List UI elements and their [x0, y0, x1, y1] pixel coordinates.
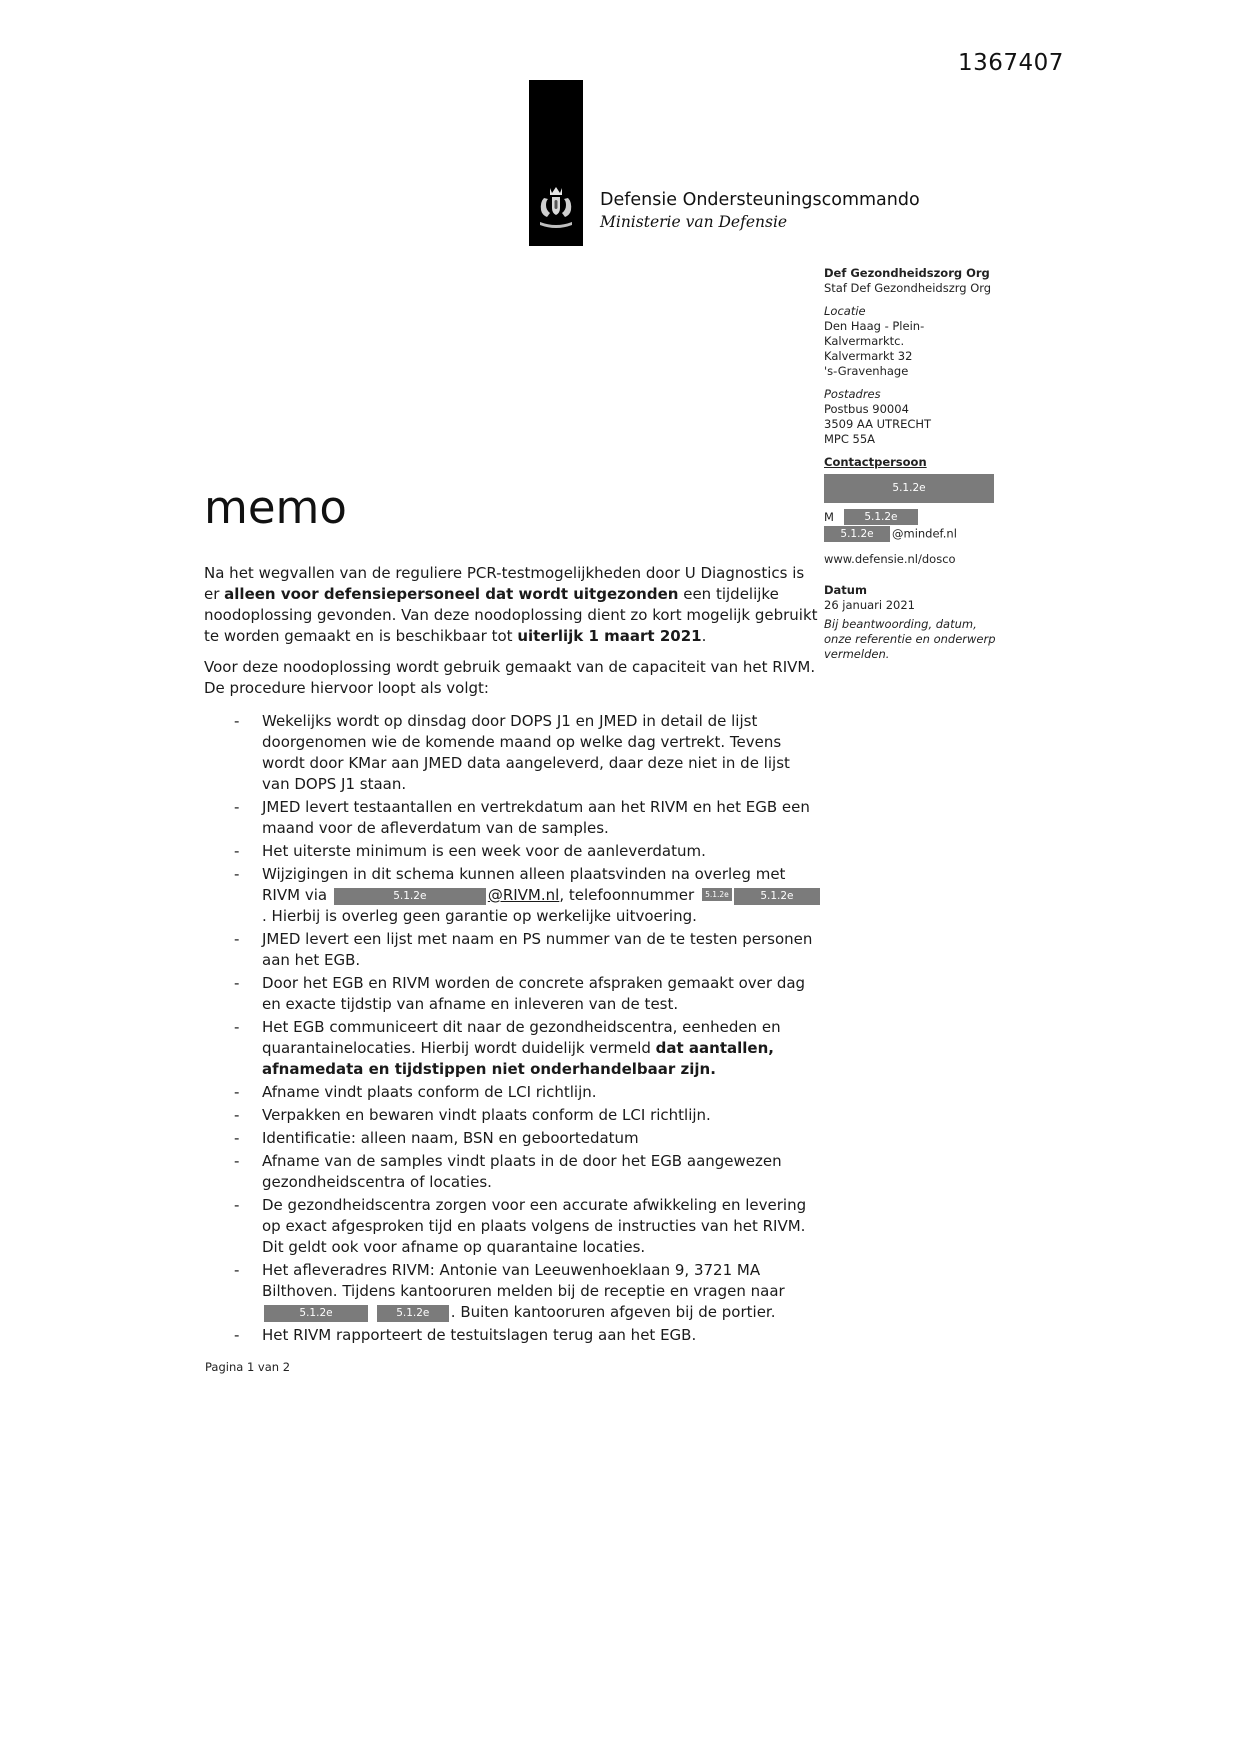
bullet-dash: -	[234, 1106, 240, 1124]
bullet-dash: -	[234, 1261, 240, 1279]
mobile-label: M	[824, 509, 834, 524]
email-suffix: @mindef.nl	[892, 526, 957, 541]
text-segment	[370, 1303, 375, 1321]
list-item	[234, 1195, 822, 1258]
bullet-dash: -	[234, 1196, 240, 1214]
list-item	[234, 1325, 822, 1346]
document-number: 1367407	[958, 50, 1064, 76]
redaction-box: 5.1.2e	[264, 1305, 368, 1322]
ministry-name: Ministerie van Defensie	[600, 213, 788, 231]
text-segment: een tijdelijke noodoplossing gevonden. Van deze noodoplossing dient zo kort mogelijk gebruikt te worden gemaakt en is beschikbaar tot	[204, 585, 818, 645]
redaction-box: 5.1.2e	[734, 888, 820, 905]
sidebar-org-name: Def Gezondheidszorg Org	[824, 266, 990, 280]
list-item	[234, 1105, 822, 1126]
text-segment: Wijzigingen in dit schema kunnen alleen plaatsvinden na overleg met RIVM via	[262, 865, 786, 904]
text-segment: Voor deze noodoplossing wordt gebruik gemaakt van de capaciteit van het RIVM. De procedure hiervoor loopt als volgt:	[204, 658, 816, 697]
list-item	[234, 1082, 822, 1103]
memo-body	[204, 483, 822, 1348]
bullet-text	[262, 1151, 822, 1193]
bullet-dash: -	[234, 1326, 240, 1344]
sidebar	[824, 266, 996, 670]
list-item	[234, 841, 822, 862]
postadres-line: MPC 55A	[824, 432, 876, 446]
bullet-text	[262, 1082, 822, 1103]
reply-note: Bij beantwoording, datum, onze referentie en onderwerp vermelden.	[824, 617, 996, 661]
sidebar-org-sub: Staf Def Gezondheidszrg Org	[824, 281, 992, 295]
text-segment: Het afleveradres RIVM: Antonie van Leeuwenhoeklaan 9, 3721 MA Bilthoven. Tijdens kantooruren melden bij de receptie en vragen naar	[262, 1261, 785, 1300]
bullet-text	[262, 841, 822, 862]
text-segment: JMED levert een lijst met naam en PS nummer van de te testen personen aan het EGB.	[262, 930, 813, 969]
bullet-text	[262, 797, 822, 839]
list-item	[234, 1151, 822, 1193]
list-item	[234, 973, 822, 1015]
datum-value: 26 januari 2021	[824, 598, 916, 612]
text-segment: Verpakken en bewaren vindt plaats conform de LCI richtlijn.	[262, 1106, 711, 1124]
bullet-dash: -	[234, 798, 240, 816]
contactpersoon-label: Contactpersoon	[824, 455, 927, 469]
text-segment: Het RIVM rapporteert de testuitslagen terug aan het EGB.	[262, 1326, 697, 1344]
bullet-text	[262, 1325, 822, 1346]
paragraph	[204, 657, 822, 699]
redaction-box: 5.1.2e	[334, 888, 486, 905]
text-segment: Het uiterste minimum is een week voor de aanleverdatum.	[262, 842, 706, 860]
text-segment: Door het EGB en RIVM worden de concrete afspraken gemaakt over dag en exacte tijdstip van afname en inleveren van de test.	[262, 974, 806, 1013]
redaction-box: 5.1.2e	[377, 1305, 449, 1322]
locatie-line: Den Haag - Plein-	[824, 319, 925, 333]
text-segment: . Buiten kantooruren afgeven bij de portier.	[450, 1303, 776, 1321]
ministry-logo	[529, 80, 583, 246]
bullet-dash: -	[234, 1018, 240, 1036]
bullet-text	[262, 973, 822, 1015]
email-link-text: @RIVM.nl	[487, 886, 560, 904]
list-item	[234, 1017, 822, 1080]
text-segment: Identificatie: alleen naam, BSN en geboortedatum	[262, 1129, 639, 1147]
text-segment: dat aantallen, afnamedata en tijdstippen niet onderhandelbaar zijn	[262, 1039, 774, 1078]
bullet-dash: -	[234, 930, 240, 948]
text-segment: JMED levert testaantallen en vertrekdatum aan het RIVM en het EGB een maand voor de afleverdatum van de samples.	[262, 798, 810, 837]
locatie-line: 's-Gravenhage	[824, 364, 909, 378]
bullet-dash: -	[234, 712, 240, 730]
bullet-dash: -	[234, 842, 240, 860]
bullet-text	[262, 1105, 822, 1126]
postadres-line: 3509 AA UTRECHT	[824, 417, 932, 431]
coat-of-arms-icon	[536, 184, 576, 236]
list-item	[234, 1260, 822, 1323]
locatie-line: Kalvermarktc.	[824, 334, 905, 348]
redaction-email: 5.1.2e	[824, 526, 890, 542]
text-segment: Na het wegvallen van de reguliere PCR-testmogelijkheden door U Diagnostics is er	[204, 564, 805, 603]
text-segment: . Hierbij is overleg geen garantie op werkelijke uitvoering.	[262, 907, 697, 925]
bullet-list	[204, 711, 822, 1346]
bullet-dash: -	[234, 1083, 240, 1101]
bullet-dash: -	[234, 865, 240, 883]
locatie-line: Kalvermarkt 32	[824, 349, 913, 363]
postadres-line: Postbus 90004	[824, 402, 909, 416]
page-number: Pagina 1 van 2	[205, 1360, 291, 1374]
org-name: Defensie Ondersteuningscommando	[600, 190, 920, 210]
bullet-dash: -	[234, 1152, 240, 1170]
text-segment: Afname van de samples vindt plaats in de door het EGB aangewezen gezondheidscentra of locaties.	[262, 1152, 782, 1191]
bullet-text	[262, 929, 822, 971]
text-segment: De gezondheidscentra zorgen voor een accurate afwikkeling en levering op exact afgesproken tijd en plaats volgens de instructies van het RIVM. Dit geldt ook voor afname op quarantaine locaties.	[262, 1196, 807, 1256]
text-segment: Wekelijks wordt op dinsdag door DOPS J1 en JMED in detail de lijst doorgenomen wie de komende maand op welke dag vertrekt. Tevens wordt door KMar aan JMED data aangeleverd, daar deze niet in de lijst van DOPS J1 staan.	[262, 712, 790, 793]
bullet-text	[262, 1260, 822, 1323]
list-item	[234, 929, 822, 971]
paragraph	[204, 563, 822, 647]
postadres-label: Postadres	[824, 387, 881, 401]
page-title: memo	[204, 481, 347, 534]
bullet-text	[262, 1195, 822, 1258]
redaction-contact-name: 5.1.2e	[824, 474, 994, 503]
bullet-dash: -	[234, 1129, 240, 1147]
bullet-text	[262, 1128, 822, 1149]
text-segment: uiterlijk 1 maart 2021	[517, 627, 702, 645]
list-item	[234, 864, 822, 927]
list-item	[234, 711, 822, 795]
text-segment: , telefoonnummer	[559, 886, 699, 904]
redaction-box: 5.1.2e	[702, 888, 732, 901]
text-segment: .	[710, 1060, 716, 1078]
website-link: www.defensie.nl/dosco	[824, 552, 956, 566]
datum-label: Datum	[824, 583, 867, 597]
org-header	[600, 190, 920, 231]
text-segment: Afname vindt plaats conform de LCI richtlijn.	[262, 1083, 597, 1101]
redaction-phone: 5.1.2e	[844, 509, 918, 525]
bullet-text	[262, 864, 822, 927]
bullet-dash: -	[234, 974, 240, 992]
text-segment: .	[701, 627, 707, 645]
list-item	[234, 797, 822, 839]
bullet-text	[262, 711, 822, 795]
locatie-label: Locatie	[824, 304, 866, 318]
bullet-text	[262, 1017, 822, 1080]
list-item	[234, 1128, 822, 1149]
text-segment: alleen voor defensiepersoneel dat wordt uitgezonden	[224, 585, 679, 603]
text-segment: Het EGB communiceert dit naar de gezondheidscentra, eenheden en quarantainelocaties. Hierbij wordt duidelijk vermeld	[262, 1018, 781, 1057]
